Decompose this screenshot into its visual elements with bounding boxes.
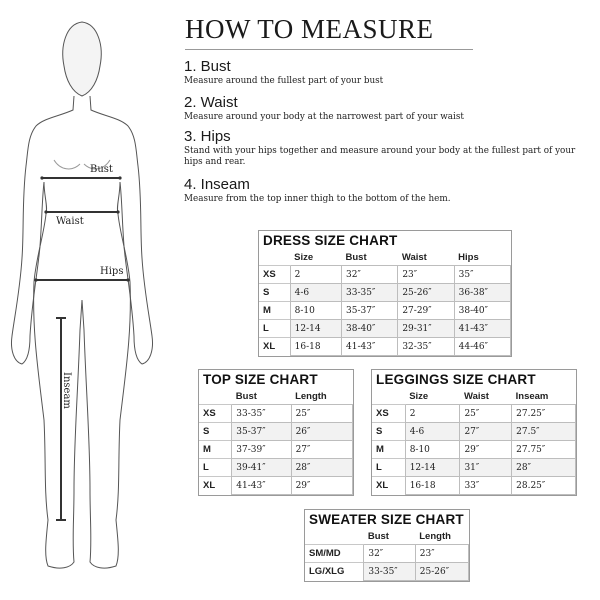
table-cell: 23″ — [398, 266, 454, 284]
size-label-cell: XL — [259, 338, 290, 356]
column-header: Bust — [342, 249, 398, 266]
column-header: Hips — [454, 249, 510, 266]
table-cell: 4-6 — [405, 423, 460, 441]
table-cell: 32-35″ — [398, 338, 454, 356]
table-row — [259, 266, 511, 284]
size-label-cell: S — [372, 423, 405, 441]
table-cell: 25″ — [291, 405, 352, 423]
top-size-chart — [198, 369, 354, 496]
sweater-size-table — [305, 528, 469, 581]
table-cell: 29-31″ — [398, 320, 454, 338]
column-header: Size — [405, 388, 460, 405]
table-cell: 38-40″ — [454, 302, 510, 320]
table-row — [259, 320, 511, 338]
table-cell: 28″ — [291, 459, 352, 477]
size-label-cell: S — [199, 423, 232, 441]
table-row — [199, 441, 353, 459]
table-row — [259, 302, 511, 320]
top-size-table — [199, 388, 353, 495]
table-cell: 27-29″ — [398, 302, 454, 320]
table-cell: 29″ — [460, 441, 512, 459]
column-header: Bust — [232, 388, 291, 405]
table-cell: 32″ — [342, 266, 398, 284]
dress-size-table — [259, 249, 511, 356]
chart-title: TOP SIZE CHART — [203, 372, 318, 387]
table-cell: 16-18 — [405, 477, 460, 495]
table-cell: 35-37″ — [342, 302, 398, 320]
step-heading: 3. Hips — [184, 128, 231, 145]
table-row — [372, 423, 576, 441]
table-cell: 27.75″ — [512, 441, 576, 459]
table-cell: 37-39″ — [232, 441, 291, 459]
table-cell: 23″ — [415, 545, 468, 563]
step-heading: 1. Bust — [184, 58, 231, 75]
table-cell: 41-43″ — [232, 477, 291, 495]
size-label-cell: LG/XLG — [305, 563, 364, 581]
size-label-cell: XS — [199, 405, 232, 423]
body-outline-illustration — [0, 0, 180, 600]
bust-label: Bust — [90, 164, 113, 175]
table-cell: 2 — [405, 405, 460, 423]
table-cell: 27.25″ — [512, 405, 576, 423]
size-label-cell: SM/MD — [305, 545, 364, 563]
size-label-cell: L — [372, 459, 405, 477]
size-label-cell: XL — [372, 477, 405, 495]
dress-size-chart — [258, 230, 512, 357]
table-cell: 44-46″ — [454, 338, 510, 356]
table-cell: 29″ — [291, 477, 352, 495]
table-cell: 28″ — [512, 459, 576, 477]
step-description: Stand with your hips together and measure around your body at the fullest part of your hips and rear. — [184, 146, 576, 167]
table-cell: 33-35″ — [342, 284, 398, 302]
size-label-cell: M — [372, 441, 405, 459]
size-label-cell: XL — [199, 477, 232, 495]
table-cell: 41-43″ — [454, 320, 510, 338]
size-label-cell: L — [259, 320, 290, 338]
step-inseam — [184, 176, 584, 205]
table-row — [199, 459, 353, 477]
chart-title: DRESS SIZE CHART — [263, 233, 398, 248]
leggings-size-chart — [371, 369, 577, 496]
table-row — [372, 459, 576, 477]
table-row — [199, 477, 353, 495]
table-row — [199, 423, 353, 441]
table-row — [259, 284, 511, 302]
table-cell: 16-18 — [290, 338, 341, 356]
size-label-cell: L — [199, 459, 232, 477]
size-label-cell: XS — [259, 266, 290, 284]
step-bust — [184, 58, 584, 87]
body-measurement-figure — [0, 0, 180, 600]
table-row — [305, 545, 469, 563]
table-cell: 33-35″ — [232, 405, 291, 423]
size-label-cell: M — [259, 302, 290, 320]
table-cell: 2 — [290, 266, 341, 284]
table-cell: 36-38″ — [454, 284, 510, 302]
table-cell: 25-26″ — [415, 563, 468, 581]
table-cell: 12-14 — [405, 459, 460, 477]
table-cell: 25″ — [460, 405, 512, 423]
column-header — [372, 388, 405, 405]
table-header-row — [199, 388, 353, 405]
table-cell: 41-43″ — [342, 338, 398, 356]
table-cell: 12-14 — [290, 320, 341, 338]
table-cell: 28.25″ — [512, 477, 576, 495]
column-header: Bust — [364, 528, 415, 545]
table-cell: 35″ — [454, 266, 510, 284]
table-row — [259, 338, 511, 356]
table-header-row — [259, 249, 511, 266]
waist-label: Waist — [56, 216, 84, 227]
hips-label: Hips — [100, 266, 124, 277]
table-cell: 26″ — [291, 423, 352, 441]
table-cell: 39-41″ — [232, 459, 291, 477]
step-waist — [184, 94, 584, 123]
table-header-row — [372, 388, 576, 405]
step-description: Measure around your body at the narrowest part of your waist — [184, 112, 464, 122]
size-label-cell: M — [199, 441, 232, 459]
table-cell: 8-10 — [405, 441, 460, 459]
sweater-size-chart — [304, 509, 470, 582]
table-header-row — [305, 528, 469, 545]
step-description: Measure from the top inner thigh to the bottom of the hem. — [184, 194, 451, 204]
title-divider — [185, 49, 473, 50]
step-heading: 2. Waist — [184, 94, 238, 111]
table-cell: 31″ — [460, 459, 512, 477]
column-header — [259, 249, 290, 266]
table-row — [199, 405, 353, 423]
column-header: Waist — [398, 249, 454, 266]
leggings-size-table — [372, 388, 576, 495]
step-heading: 4. Inseam — [184, 176, 250, 193]
column-header: Size — [290, 249, 341, 266]
table-cell: 4-6 — [290, 284, 341, 302]
size-label-cell: XS — [372, 405, 405, 423]
table-cell: 33″ — [460, 477, 512, 495]
column-header: Length — [415, 528, 468, 545]
table-row — [372, 405, 576, 423]
table-row — [305, 563, 469, 581]
table-cell: 27″ — [460, 423, 512, 441]
table-cell: 38-40″ — [342, 320, 398, 338]
table-row — [372, 441, 576, 459]
table-cell: 35-37″ — [232, 423, 291, 441]
step-description: Measure around the fullest part of your bust — [184, 76, 384, 86]
chart-title: LEGGINGS SIZE CHART — [376, 372, 536, 387]
step-hips — [184, 128, 584, 168]
chart-title: SWEATER SIZE CHART — [309, 512, 464, 527]
table-row — [372, 477, 576, 495]
size-label-cell: S — [259, 284, 290, 302]
table-cell: 27″ — [291, 441, 352, 459]
table-cell: 33-35″ — [364, 563, 415, 581]
table-cell: 32″ — [364, 545, 415, 563]
table-cell: 25-26″ — [398, 284, 454, 302]
column-header: Inseam — [512, 388, 576, 405]
page-title: HOW TO MEASURE — [185, 14, 434, 44]
column-header: Waist — [460, 388, 512, 405]
table-cell: 8-10 — [290, 302, 341, 320]
column-header — [199, 388, 232, 405]
inseam-label: Inseam — [61, 372, 72, 409]
column-header: Length — [291, 388, 352, 405]
table-cell: 27.5″ — [512, 423, 576, 441]
column-header — [305, 528, 364, 545]
